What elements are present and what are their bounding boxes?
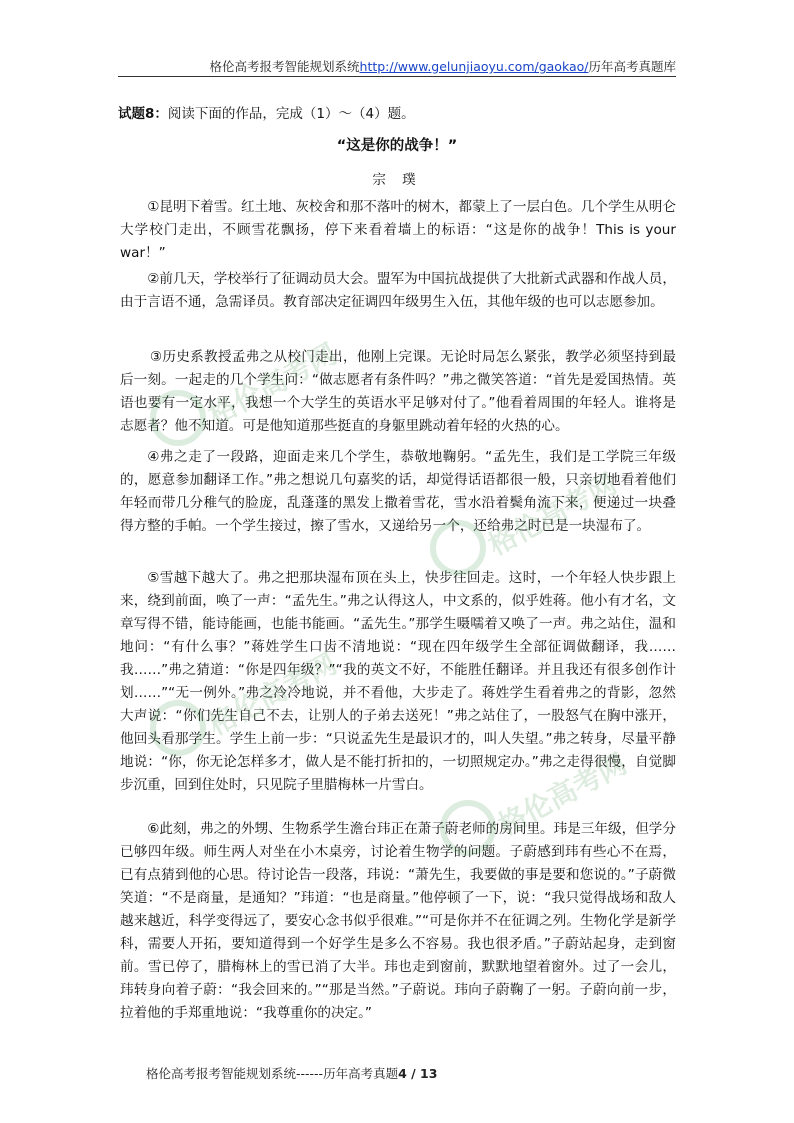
paragraph-3: ③历史系教授孟弗之从校门走出，他刚上完课。无论时局怎么紧张，教学必须坚持到最后一刻。一起走的几个学生问：“做志愿者有条件吗？”弗之微笑答道：“首先是爱国热情。英语也要有一定水平，我想一个大学生的英语水平足够对付了。”他看着周围的年轻人。谁将是志愿者？他不知道。可是他知道那些挺直的身躯里跳动着年轻的火热的心。 bbox=[120, 349, 676, 434]
header-suffix: 历年高考真题库 bbox=[588, 59, 676, 74]
footer-page-number: 4 / 13 bbox=[398, 1066, 438, 1081]
page-footer bbox=[146, 1064, 437, 1082]
watermark-text: 格伦高考网 bbox=[492, 747, 633, 842]
watermark-text: 格伦高考网 bbox=[482, 467, 623, 562]
question-line bbox=[118, 102, 415, 122]
header-divider bbox=[118, 76, 676, 77]
paragraph-1: ①昆明下着雪。红土地、灰校舍和那不落叶的树木，都蒙上了一层白色。几个学生从明仑大学校门走出，不顾雪花飘扬，停下来看着墙上的标语：“这是你的战争！This is your war！” bbox=[120, 199, 676, 261]
paragraph-4: ④弗之走了一段路，迎面走来几个学生，恭敬地鞠躬。“孟先生，我们是工学院三年级的，愿意参加翻译工作。”弗之想说几句嘉奖的话，却觉得话语都很一般，只亲切地看着他们年轻而带几分稚气的脸庞，乱蓬蓬的黑发上撒着雪花，雪水沿着鬓角流下来，便递过一块叠得方整的手帕。一个学生接过，擦了雪水，又递给另一个，还给弗之时已是一块湿布了。 bbox=[120, 449, 676, 534]
watermark-text: 格伦高考网 bbox=[202, 647, 343, 742]
page-header bbox=[118, 57, 676, 75]
article-author: 宗 璞 bbox=[372, 172, 422, 188]
question-text: 阅读下面的作品，完成（1）～（4）题。 bbox=[167, 106, 415, 122]
paragraph-5: ⑤雪越下越大了。弗之把那块湿布顶在头上，快步往回走。这时，一个年轻人快步跟上来，绕到前面，唤了一声：“孟先生。”弗之认得这人，中文系的，似乎姓蒋。他小有才名，文章写得不错，能诗能画，也能书能画。“孟先生。”那学生嗫嚅着又唤了一声。弗之站住，温和地问：“有什么事？”蒋姓学生口齿不清地说：“现在四年级学生全部征调做翻译，我……我……”弗之猜道：“你是四年级？”“我的英文不好，不能胜任翻译。并且我还有很多创作计划……”“无一例外。”弗之冷冷地说，并不看他，大步走了。蒋姓学生看着弗之的背影，忽然大声说：“你们先生自己不去，让别人的子弟去送死！”弗之站住了，一股怒气在胸中涨开，他回头看那学生。学生上前一步：“只说孟先生是最识才的，叫人失望。”弗之转身，尽量平静地说：“你，你无论怎样多才，做人是不能打折扣的，一切照规定办。”弗之走得很慢，自觉脚步沉重，回到住处时，只见院子里腊梅林一片雪白。 bbox=[120, 570, 676, 793]
paragraph-6: ⑥此刻，弗之的外甥、生物系学生澹台玮正在萧子蔚老师的房间里。玮是三年级，但学分已够四年级。师生两人对坐在小木桌旁，讨论着生物学的问题。子蔚感到玮有些心不在焉，已有点猜到他的心思。待讨论告一段落，玮说：“萧先生，我要做的事是要和您说的。”子蔚微笑道：“不是商量，是通知？”玮道：“也是商量。”他停顿了一下，说：“我只觉得战场和敌人越来越近，科学变得远了，要安心念书似乎很难。”“可是你并不在征调之列。生物化学是新学科，需要人开拓，要知道得到一个好学生是多么不容易。我也很矛盾。”子蔚站起身，走到窗前。雪已停了，腊梅林上的雪已消了大半。玮也走到窗前，默默地望着窗外。过了一会儿，玮转身向着子蔚：“我会回来的。”“那是当然。”子蔚说。玮向子蔚鞠了一躬。子蔚向前一步，拉着他的手郑重地说：“我尊重你的决定。” bbox=[120, 821, 676, 1021]
footer-text: 格伦高考报考智能规划系统------历年高考真题 bbox=[146, 1066, 399, 1081]
watermark-text: 格伦高考网 bbox=[202, 337, 343, 432]
question-label: 试题8： bbox=[118, 106, 168, 122]
paragraph-2: ②前几天，学校举行了征调动员大会。盟军为中国抗战提供了大批新式武器和作战人员，由于言语不通，急需译员。教育部决定征调四年级男生入伍，其他年级的也可以志愿参加。 bbox=[120, 271, 676, 310]
header-url-link[interactable]: http://www.gelunjiaoyu.com/gaokao/ bbox=[359, 59, 589, 74]
article-title: “这是你的战争！” bbox=[336, 138, 458, 154]
header-prefix: 格伦高考报考智能规划系统 bbox=[209, 59, 360, 74]
